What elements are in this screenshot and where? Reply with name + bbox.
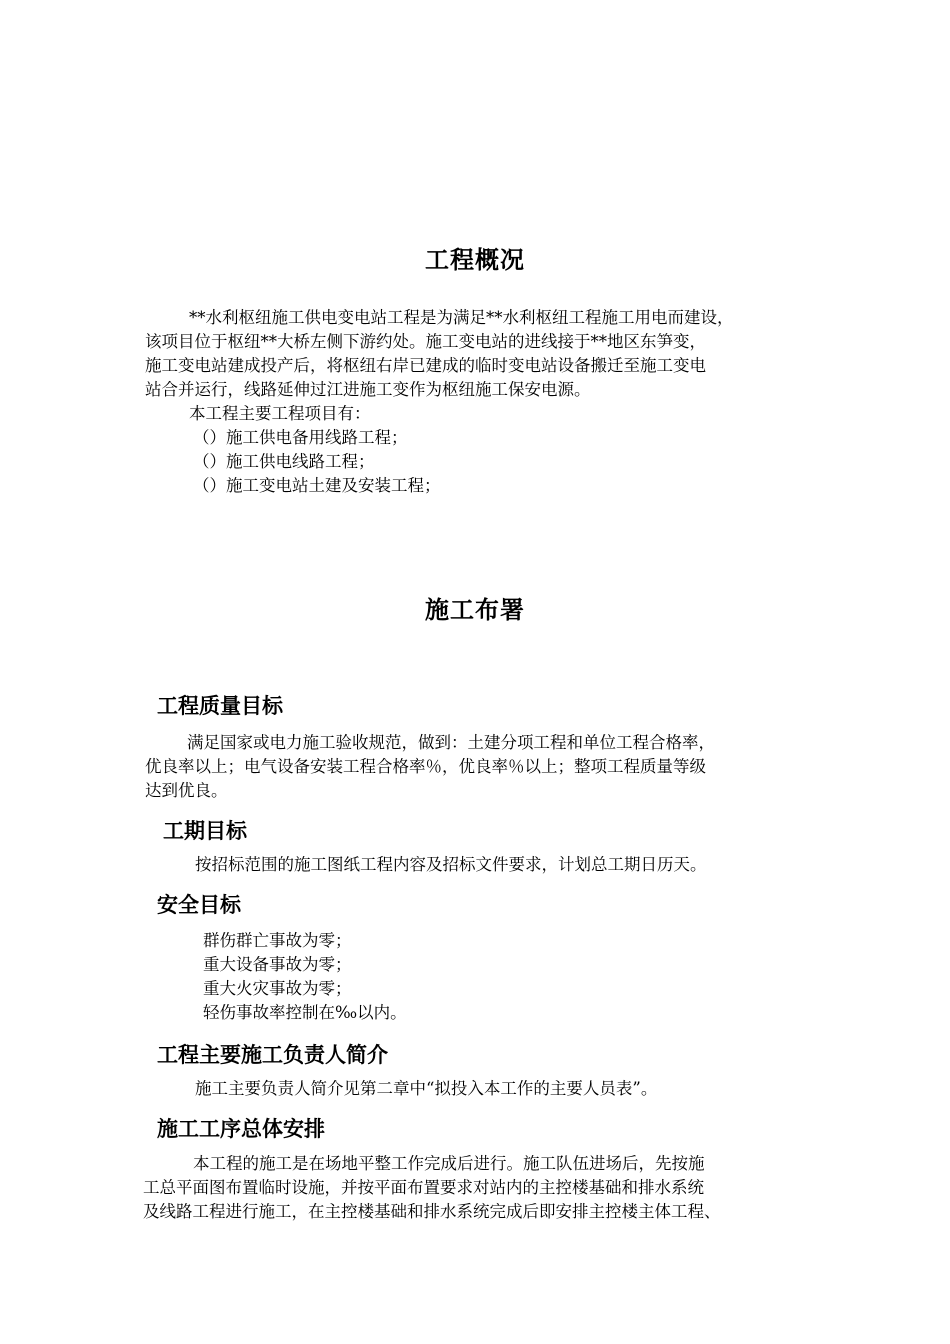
paragraph-line: 达到优良。	[145, 781, 228, 800]
paragraph-line: 按招标范围的施工图纸工程内容及招标文件要求，计划总工期日历天。	[195, 855, 707, 874]
paragraph-line: 工总平面图布置临时设施，并按平面布置要求对站内的主控楼基础和排水系统	[143, 1178, 704, 1197]
sequence-paragraph	[143, 1152, 823, 1224]
paragraph-line: 及线路工程进行施工，在主控楼基础和排水系统完成后即安排主控楼主体工程、	[143, 1202, 721, 1221]
paragraph-line: 优良率以上；电气设备安装工程合格率％，优良率％以上；整项工程质量等级	[145, 757, 706, 776]
overview-title: 工程概况	[425, 246, 525, 274]
section-heading-sequence: 施工工序总体安排	[157, 1117, 325, 1141]
list-item: 重大火灾事故为零；	[203, 979, 352, 998]
paragraph-line: 施工主要负责人简介见第二章中“拟投入本工作的主要人员表”。	[195, 1079, 658, 1098]
list-item: （）施工供电线路工程；	[193, 452, 375, 471]
section-heading-quality: 工程质量目标	[157, 694, 283, 718]
paragraph-line: 施工变电站建成投产后，将枢纽右岸已建成的临时变电站设备搬迁至施工变电	[145, 356, 706, 375]
paragraph-line: 满足国家或电力施工验收规范，做到：土建分项工程和单位工程合格率，	[187, 733, 715, 752]
list-item: 群伤群亡事故为零；	[203, 931, 352, 950]
deployment-title: 施工布署	[425, 596, 525, 624]
items-intro: 本工程主要工程项目有：	[189, 404, 371, 423]
list-item: 轻伤事故率控制在‰以内。	[203, 1003, 407, 1022]
section-heading-schedule: 工期目标	[163, 819, 247, 843]
leader-paragraph	[145, 1077, 825, 1101]
schedule-paragraph	[145, 853, 825, 877]
safety-list	[145, 929, 825, 1025]
list-item: （）施工变电站土建及安装工程；	[193, 476, 441, 495]
section-heading-leader: 工程主要施工负责人简介	[157, 1043, 388, 1067]
paragraph-line: 该项目位于枢纽**大桥左侧下游约处。施工变电站的进线接于**地区东笋变，	[145, 332, 706, 351]
list-item: （）施工供电备用线路工程；	[193, 428, 408, 447]
section-heading-safety: 安全目标	[157, 893, 241, 917]
paragraph-line: 站合并运行，线路延伸过江进施工变作为枢纽施工保安电源。	[145, 380, 591, 399]
overview-paragraph	[145, 306, 825, 498]
list-item: 重大设备事故为零；	[203, 955, 352, 974]
paragraph-line: **水利枢纽施工供电变电站工程是为满足**水利枢纽工程施工用电而建设，	[189, 308, 734, 327]
paragraph-line: 本工程的施工是在场地平整工作完成后进行。施工队伍进场后，先按施	[193, 1154, 705, 1173]
quality-paragraph	[145, 731, 825, 803]
